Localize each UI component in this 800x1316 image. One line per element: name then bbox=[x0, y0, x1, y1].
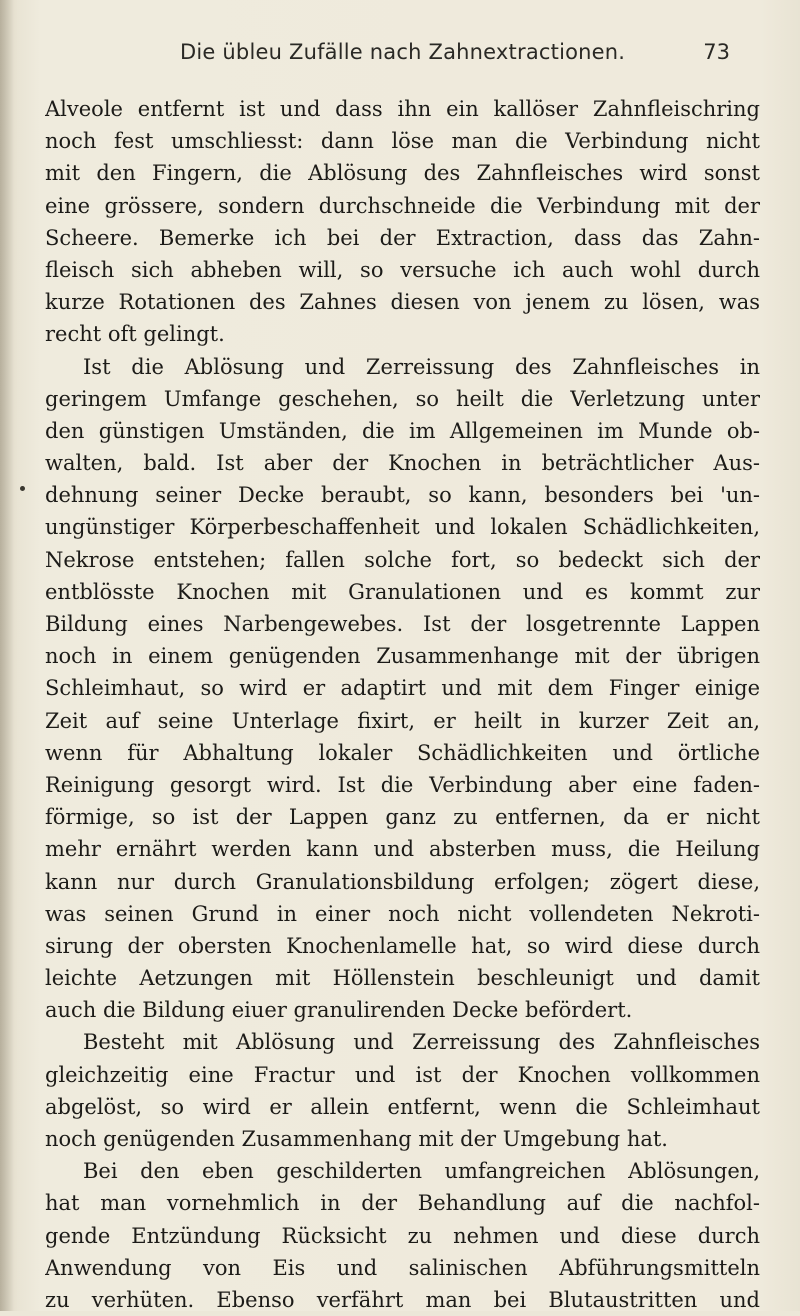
text-line: Zeit auf seine Unterlage fixirt, er heilt in kurzer Zeit an, bbox=[45, 708, 760, 733]
text-line: Schleimhaut, so wird er adaptirt und mit dem Finger einige bbox=[45, 676, 760, 701]
margin-mark bbox=[20, 486, 25, 491]
text-line: was seinen Grund in einer noch nicht vollendeten Nekroti- bbox=[45, 901, 760, 926]
text-line: fleisch sich abheben will, so versuche ich auch wohl durch bbox=[45, 257, 760, 282]
text-line: ungünstiger Körperbeschaffenheit und lokalen Schädlichkeiten, bbox=[45, 515, 760, 540]
text-line: den günstigen Umständen, die im Allgemeinen im Munde ob- bbox=[45, 418, 760, 443]
text-line: auch die Bildung eiuer granulirenden Decke befördert. bbox=[45, 998, 633, 1023]
text-line: mit den Fingern, die Ablösung des Zahnfleisches wird sonst bbox=[45, 161, 760, 186]
text-line: gende Entzündung Rücksicht zu nehmen und diese durch bbox=[45, 1223, 760, 1248]
text-line: Besteht mit Ablösung und Zerreissung des Zahnfleisches bbox=[83, 1030, 760, 1055]
running-head: Die übleu Zufälle nach Zahnextractionen. bbox=[180, 40, 626, 64]
text-line: walten, bald. Ist aber der Knochen in beträchtlicher Aus- bbox=[45, 451, 760, 476]
text-line: Alveole entfernt ist und dass ihn ein kallöser Zahnfleischring bbox=[45, 97, 760, 121]
text-line: Bildung eines Narbengewebes. Ist der losgetrennte Lappen bbox=[45, 612, 760, 636]
body-text bbox=[45, 93, 760, 1316]
text-line: hat man vornehmlich in der Behandlung auf die nachfol- bbox=[45, 1191, 760, 1216]
text-line: mehr ernährt werden kann und absterben muss, die Heilung bbox=[45, 837, 760, 862]
text-line: leichte Aetzungen mit Höllenstein beschleunigt und damit bbox=[45, 966, 760, 991]
page-number: 73 bbox=[703, 40, 730, 64]
page-header bbox=[160, 40, 730, 80]
text-line: wenn für Abhaltung lokaler Schädlichkeiten und örtliche bbox=[45, 740, 760, 765]
text-line: kurze Rotationen des Zahnes diesen von jenem zu lösen, was bbox=[45, 290, 760, 315]
text-line: Ist die Ablösung und Zerreissung des Zahnfleisches in bbox=[83, 354, 760, 379]
text-line: dehnung seiner Decke beraubt, so kann, besonders bei 'un- bbox=[45, 483, 760, 508]
text-line: entblösste Knochen mit Granulationen und es kommt zur bbox=[45, 579, 760, 604]
text-line: sirung der obersten Knochenlamelle hat, so wird diese durch bbox=[45, 933, 760, 958]
text-line: förmige, so ist der Lappen ganz zu entfernen, da er nicht bbox=[45, 805, 760, 830]
text-line: noch in einem genügenden Zusammenhange mit der übrigen bbox=[45, 644, 760, 669]
text-line: Bei den eben geschilderten umfangreichen Ablösungen, bbox=[83, 1159, 760, 1184]
text-line: Nekrose entstehen; fallen solche fort, so bedeckt sich der bbox=[45, 547, 760, 572]
gutter-shadow bbox=[0, 0, 14, 1311]
text-line: abgelöst, so wird er allein entfernt, wenn die Schleimhaut bbox=[45, 1094, 760, 1119]
text-line: noch fest umschliesst: dann löse man die Verbindung nicht bbox=[45, 129, 760, 154]
text-line: zu verhüten. Ebenso verfährt man bei Blutaustritten und bbox=[45, 1287, 760, 1312]
text-line: kann nur durch Granulationsbildung erfolgen; zögert diese, bbox=[45, 869, 760, 894]
text-line: recht oft gelingt. bbox=[45, 322, 225, 347]
text-line: Reinigung gesorgt wird. Ist die Verbindung aber eine faden- bbox=[45, 772, 760, 797]
text-line: gleichzeitig eine Fractur und ist der Knochen vollkommen bbox=[45, 1062, 760, 1087]
text-line: eine grössere, sondern durchschneide die Verbindung mit der bbox=[45, 193, 760, 218]
text-line: noch genügenden Zusammenhang mit der Umgebung hat. bbox=[45, 1127, 668, 1151]
text-line: geringem Umfange geschehen, so heilt die Verletzung unter bbox=[45, 386, 760, 411]
text-line: Scheere. Bemerke ich bei der Extraction, dass das Zahn- bbox=[45, 225, 760, 250]
text-line: Anwendung von Eis und salinischen Abführungsmitteln bbox=[45, 1255, 760, 1280]
